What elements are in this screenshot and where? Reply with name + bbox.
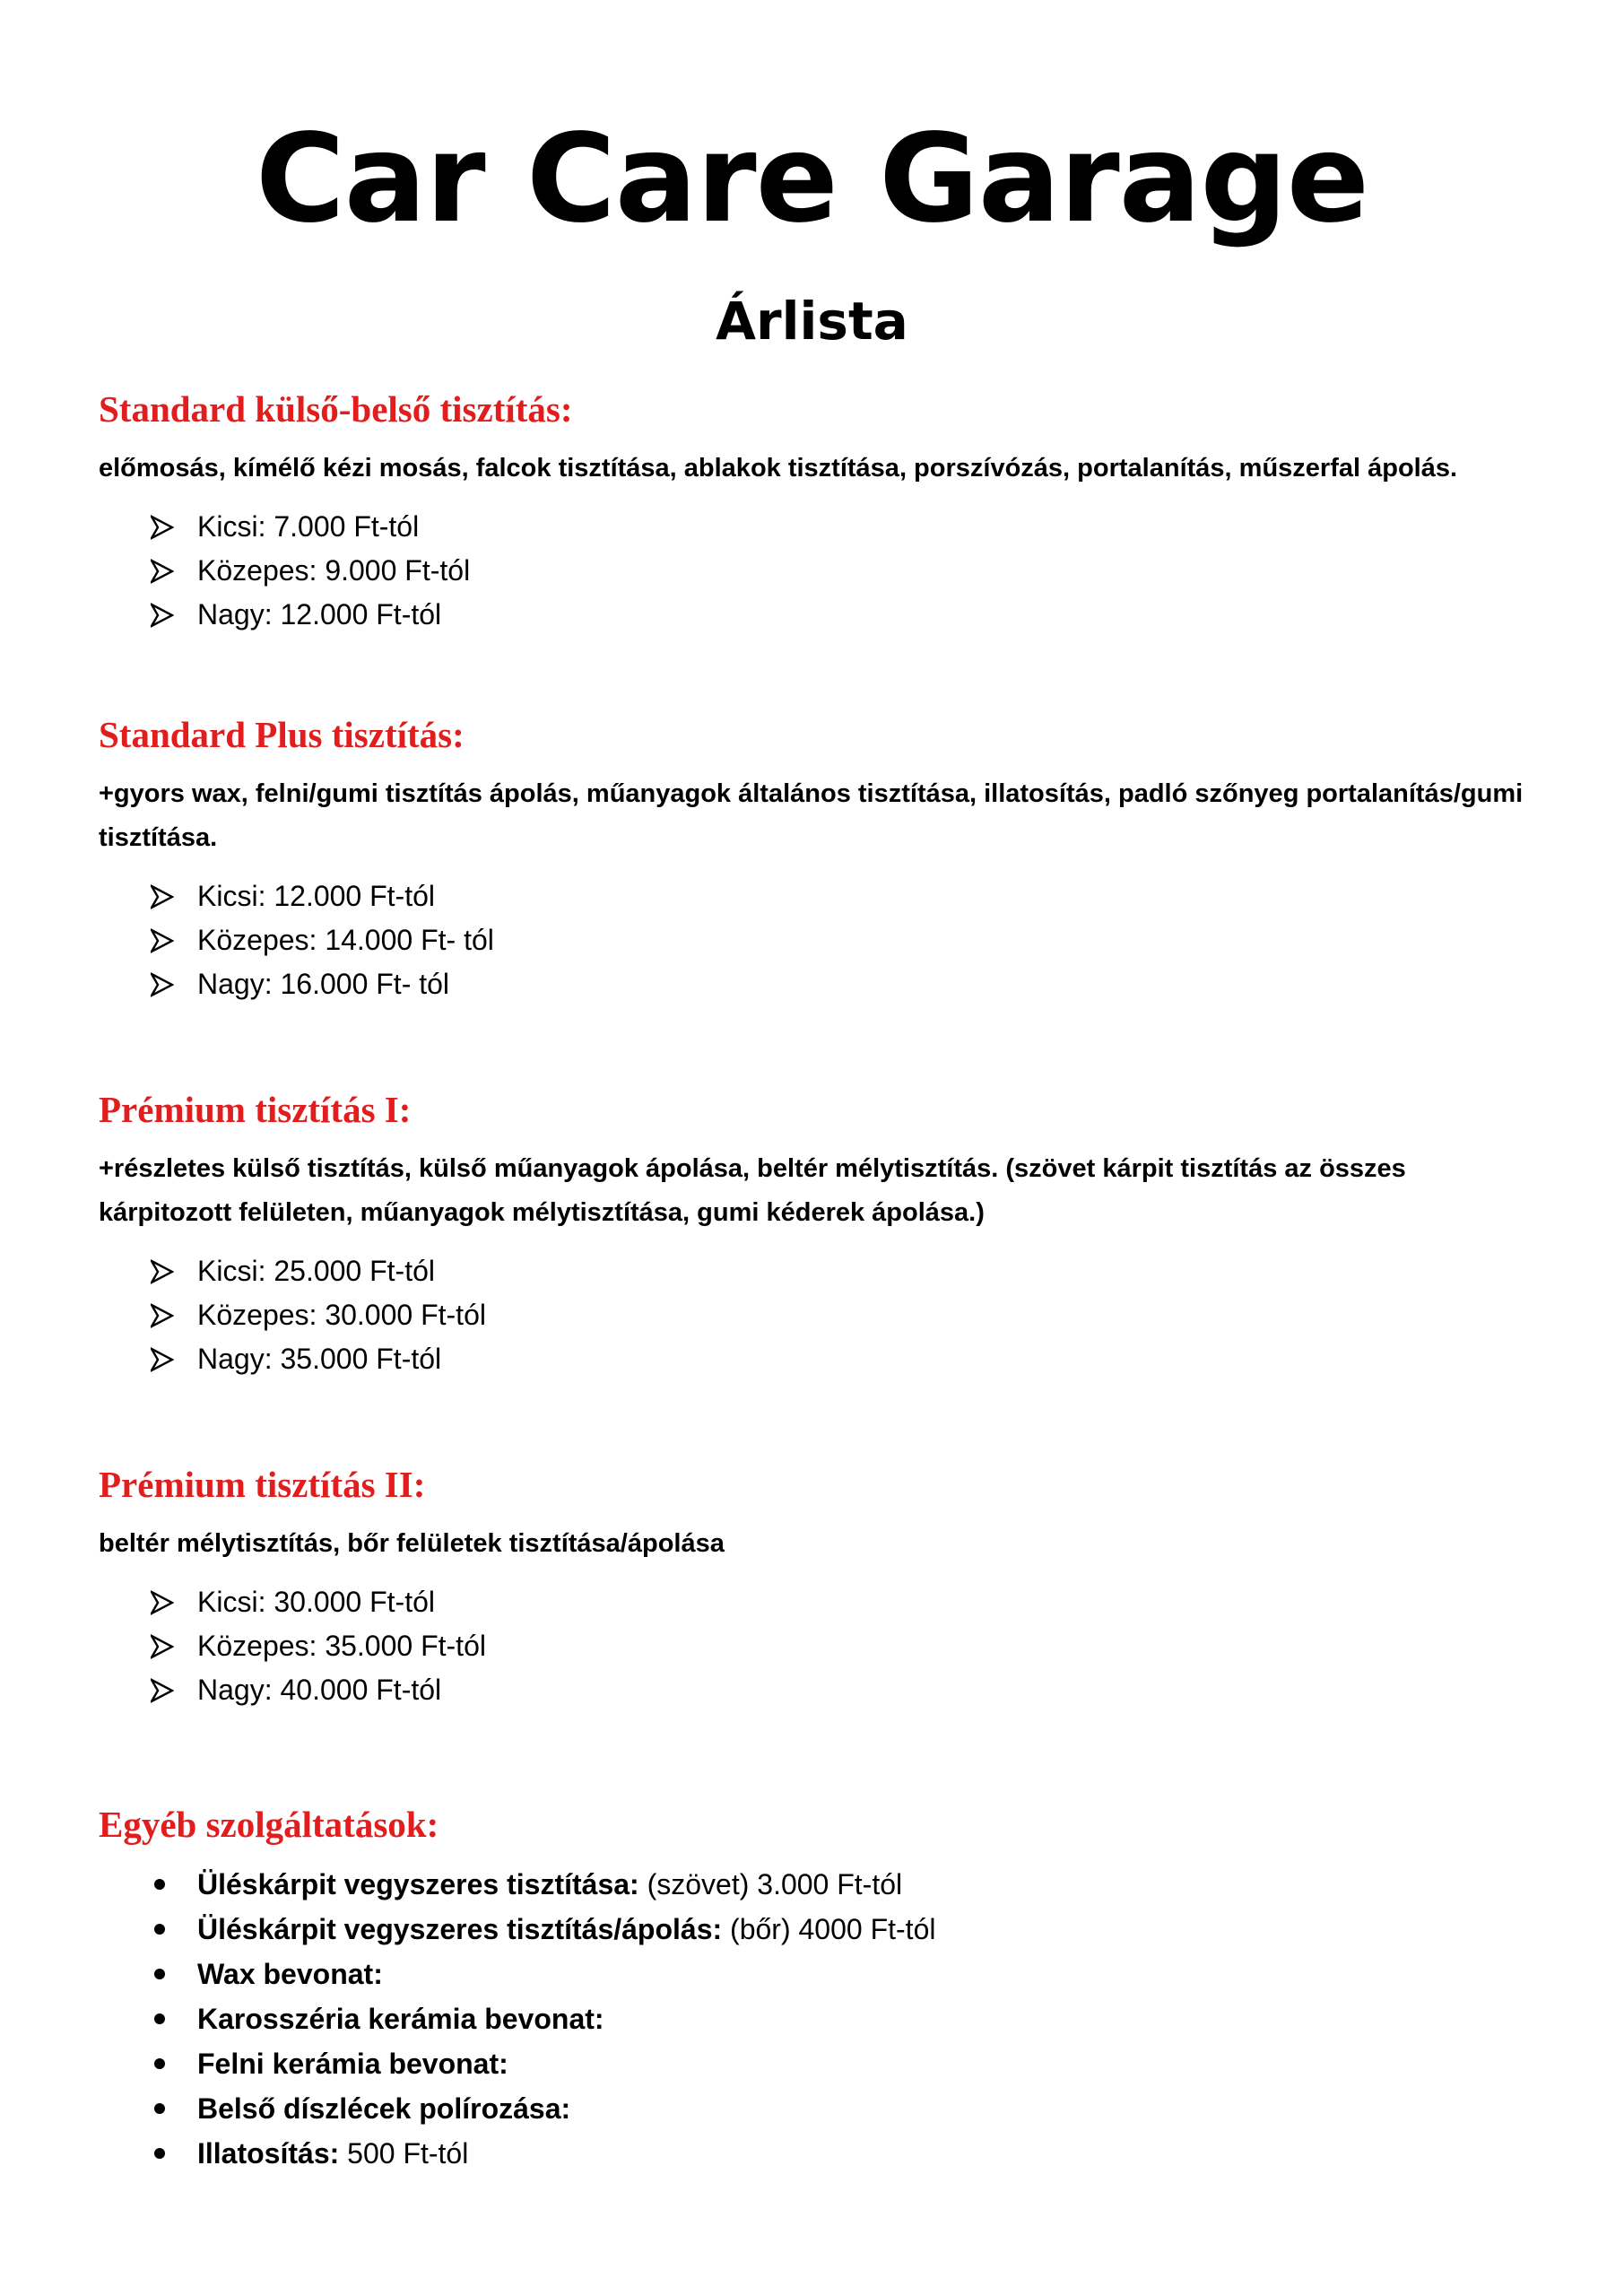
service-name: Üléskárpit vegyszeres tisztítás/ápolás: bbox=[197, 1913, 723, 1945]
arrow-right-icon bbox=[151, 1633, 197, 1660]
price-label: Nagy: 16.000 Ft- tól bbox=[197, 968, 450, 1000]
price-list bbox=[99, 1580, 1533, 1712]
section-other-services bbox=[99, 1799, 1533, 2176]
arrow-right-icon bbox=[151, 927, 197, 954]
price-item bbox=[151, 1624, 1533, 1668]
service-item bbox=[151, 2131, 1533, 2176]
section-premium-2 bbox=[99, 1459, 1533, 1712]
service-name: Karosszéria kerámia bevonat: bbox=[197, 2003, 604, 2035]
arrow-right-icon bbox=[151, 883, 197, 910]
service-price: (bőr) 4000 Ft-tól bbox=[722, 1913, 936, 1945]
arrow-right-icon bbox=[151, 1589, 197, 1616]
service-item bbox=[151, 2086, 1533, 2131]
arrow-right-icon bbox=[151, 602, 197, 629]
service-item bbox=[151, 1952, 1533, 1996]
bullet-icon bbox=[151, 1871, 197, 1898]
page-subtitle: Árlista bbox=[716, 291, 908, 352]
service-item bbox=[151, 1996, 1533, 2041]
price-item bbox=[151, 1293, 1533, 1337]
arrow-right-icon bbox=[151, 514, 197, 541]
price-label: Nagy: 35.000 Ft-tól bbox=[197, 1343, 442, 1375]
arrow-right-icon bbox=[151, 971, 197, 998]
bullet-icon bbox=[151, 1961, 197, 1987]
price-label: Kicsi: 12.000 Ft-tól bbox=[197, 880, 435, 912]
section-standard-plus bbox=[99, 709, 1533, 1006]
price-list bbox=[99, 1249, 1533, 1381]
service-item bbox=[151, 1907, 1533, 1952]
price-label: Kicsi: 30.000 Ft-tól bbox=[197, 1586, 435, 1618]
bullet-icon bbox=[151, 2005, 197, 2032]
section-heading: Egyéb szolgáltatások: bbox=[99, 1804, 439, 1845]
section-heading: Prémium tisztítás I: bbox=[99, 1089, 412, 1130]
arrow-right-icon bbox=[151, 1346, 197, 1373]
price-label: Nagy: 12.000 Ft-tól bbox=[197, 598, 442, 631]
price-item bbox=[151, 1337, 1533, 1381]
price-label: Kicsi: 7.000 Ft-tól bbox=[197, 510, 420, 543]
section-description: +gyors wax, felni/gumi tisztítás ápolás, műanyagok általános tisztítása, illatosítás, padló szőnyeg portalanítás/gumi tisztítása. bbox=[99, 779, 1524, 852]
section-standard bbox=[99, 384, 1533, 637]
arrow-right-icon bbox=[151, 1677, 197, 1704]
price-item bbox=[151, 1668, 1533, 1712]
section-heading: Prémium tisztítás II: bbox=[99, 1464, 426, 1505]
section-description: +részletes külső tisztítás, külső műanyagok ápolása, beltér mélytisztítás. (szövet kárpit tisztítás az összes kárpitozott felületen, műanyagok mélytisztítása, gumi kéderek ápolása.) bbox=[99, 1154, 1406, 1227]
arrow-right-icon bbox=[151, 558, 197, 585]
price-list bbox=[99, 505, 1533, 637]
price-item bbox=[151, 1249, 1533, 1293]
price-item bbox=[151, 874, 1533, 918]
price-label: Nagy: 40.000 Ft-tól bbox=[197, 1674, 442, 1706]
service-name: Illatosítás: bbox=[197, 2137, 340, 2170]
price-label: Kicsi: 25.000 Ft-tól bbox=[197, 1255, 435, 1287]
bullet-icon bbox=[151, 2050, 197, 2077]
price-label: Közepes: 30.000 Ft-tól bbox=[197, 1299, 486, 1331]
service-price: (szövet) 3.000 Ft-tól bbox=[638, 1868, 903, 1900]
arrow-right-icon bbox=[151, 1302, 197, 1329]
price-list bbox=[99, 874, 1533, 1006]
bullet-icon bbox=[151, 2140, 197, 2167]
price-item bbox=[151, 1580, 1533, 1624]
price-item bbox=[151, 918, 1533, 962]
bullet-icon bbox=[151, 2095, 197, 2122]
arrow-right-icon bbox=[151, 1258, 197, 1285]
section-description: beltér mélytisztítás, bőr felületek tisztítása/ápolása bbox=[99, 1529, 725, 1558]
service-list bbox=[99, 1862, 1533, 2176]
price-label: Közepes: 9.000 Ft-tól bbox=[197, 554, 471, 587]
bullet-icon bbox=[151, 1916, 197, 1943]
service-item bbox=[151, 2041, 1533, 2086]
page-title: Car Care Garage bbox=[255, 109, 1369, 250]
section-heading: Standard külső-belső tisztítás: bbox=[99, 388, 573, 430]
section-description: előmosás, kímélő kézi mosás, falcok tisztítása, ablakok tisztítása, porszívózás, portalanítás, műszerfal ápolás. bbox=[99, 454, 1458, 483]
section-premium-1 bbox=[99, 1084, 1533, 1381]
price-item bbox=[151, 505, 1533, 549]
service-name: Üléskárpit vegyszeres tisztítása: bbox=[197, 1868, 639, 1900]
price-item bbox=[151, 962, 1533, 1006]
section-heading: Standard Plus tisztítás: bbox=[99, 714, 465, 755]
service-item bbox=[151, 1862, 1533, 1907]
price-item bbox=[151, 593, 1533, 637]
price-label: Közepes: 35.000 Ft-tól bbox=[197, 1630, 486, 1662]
price-item bbox=[151, 549, 1533, 593]
service-price: 500 Ft-tól bbox=[339, 2137, 469, 2170]
service-name: Felni kerámia bevonat: bbox=[197, 2048, 508, 2080]
price-label: Közepes: 14.000 Ft- tól bbox=[197, 924, 494, 956]
service-name: Wax bevonat: bbox=[197, 1958, 383, 1990]
service-name: Belső díszlécek polírozása: bbox=[197, 2092, 571, 2125]
